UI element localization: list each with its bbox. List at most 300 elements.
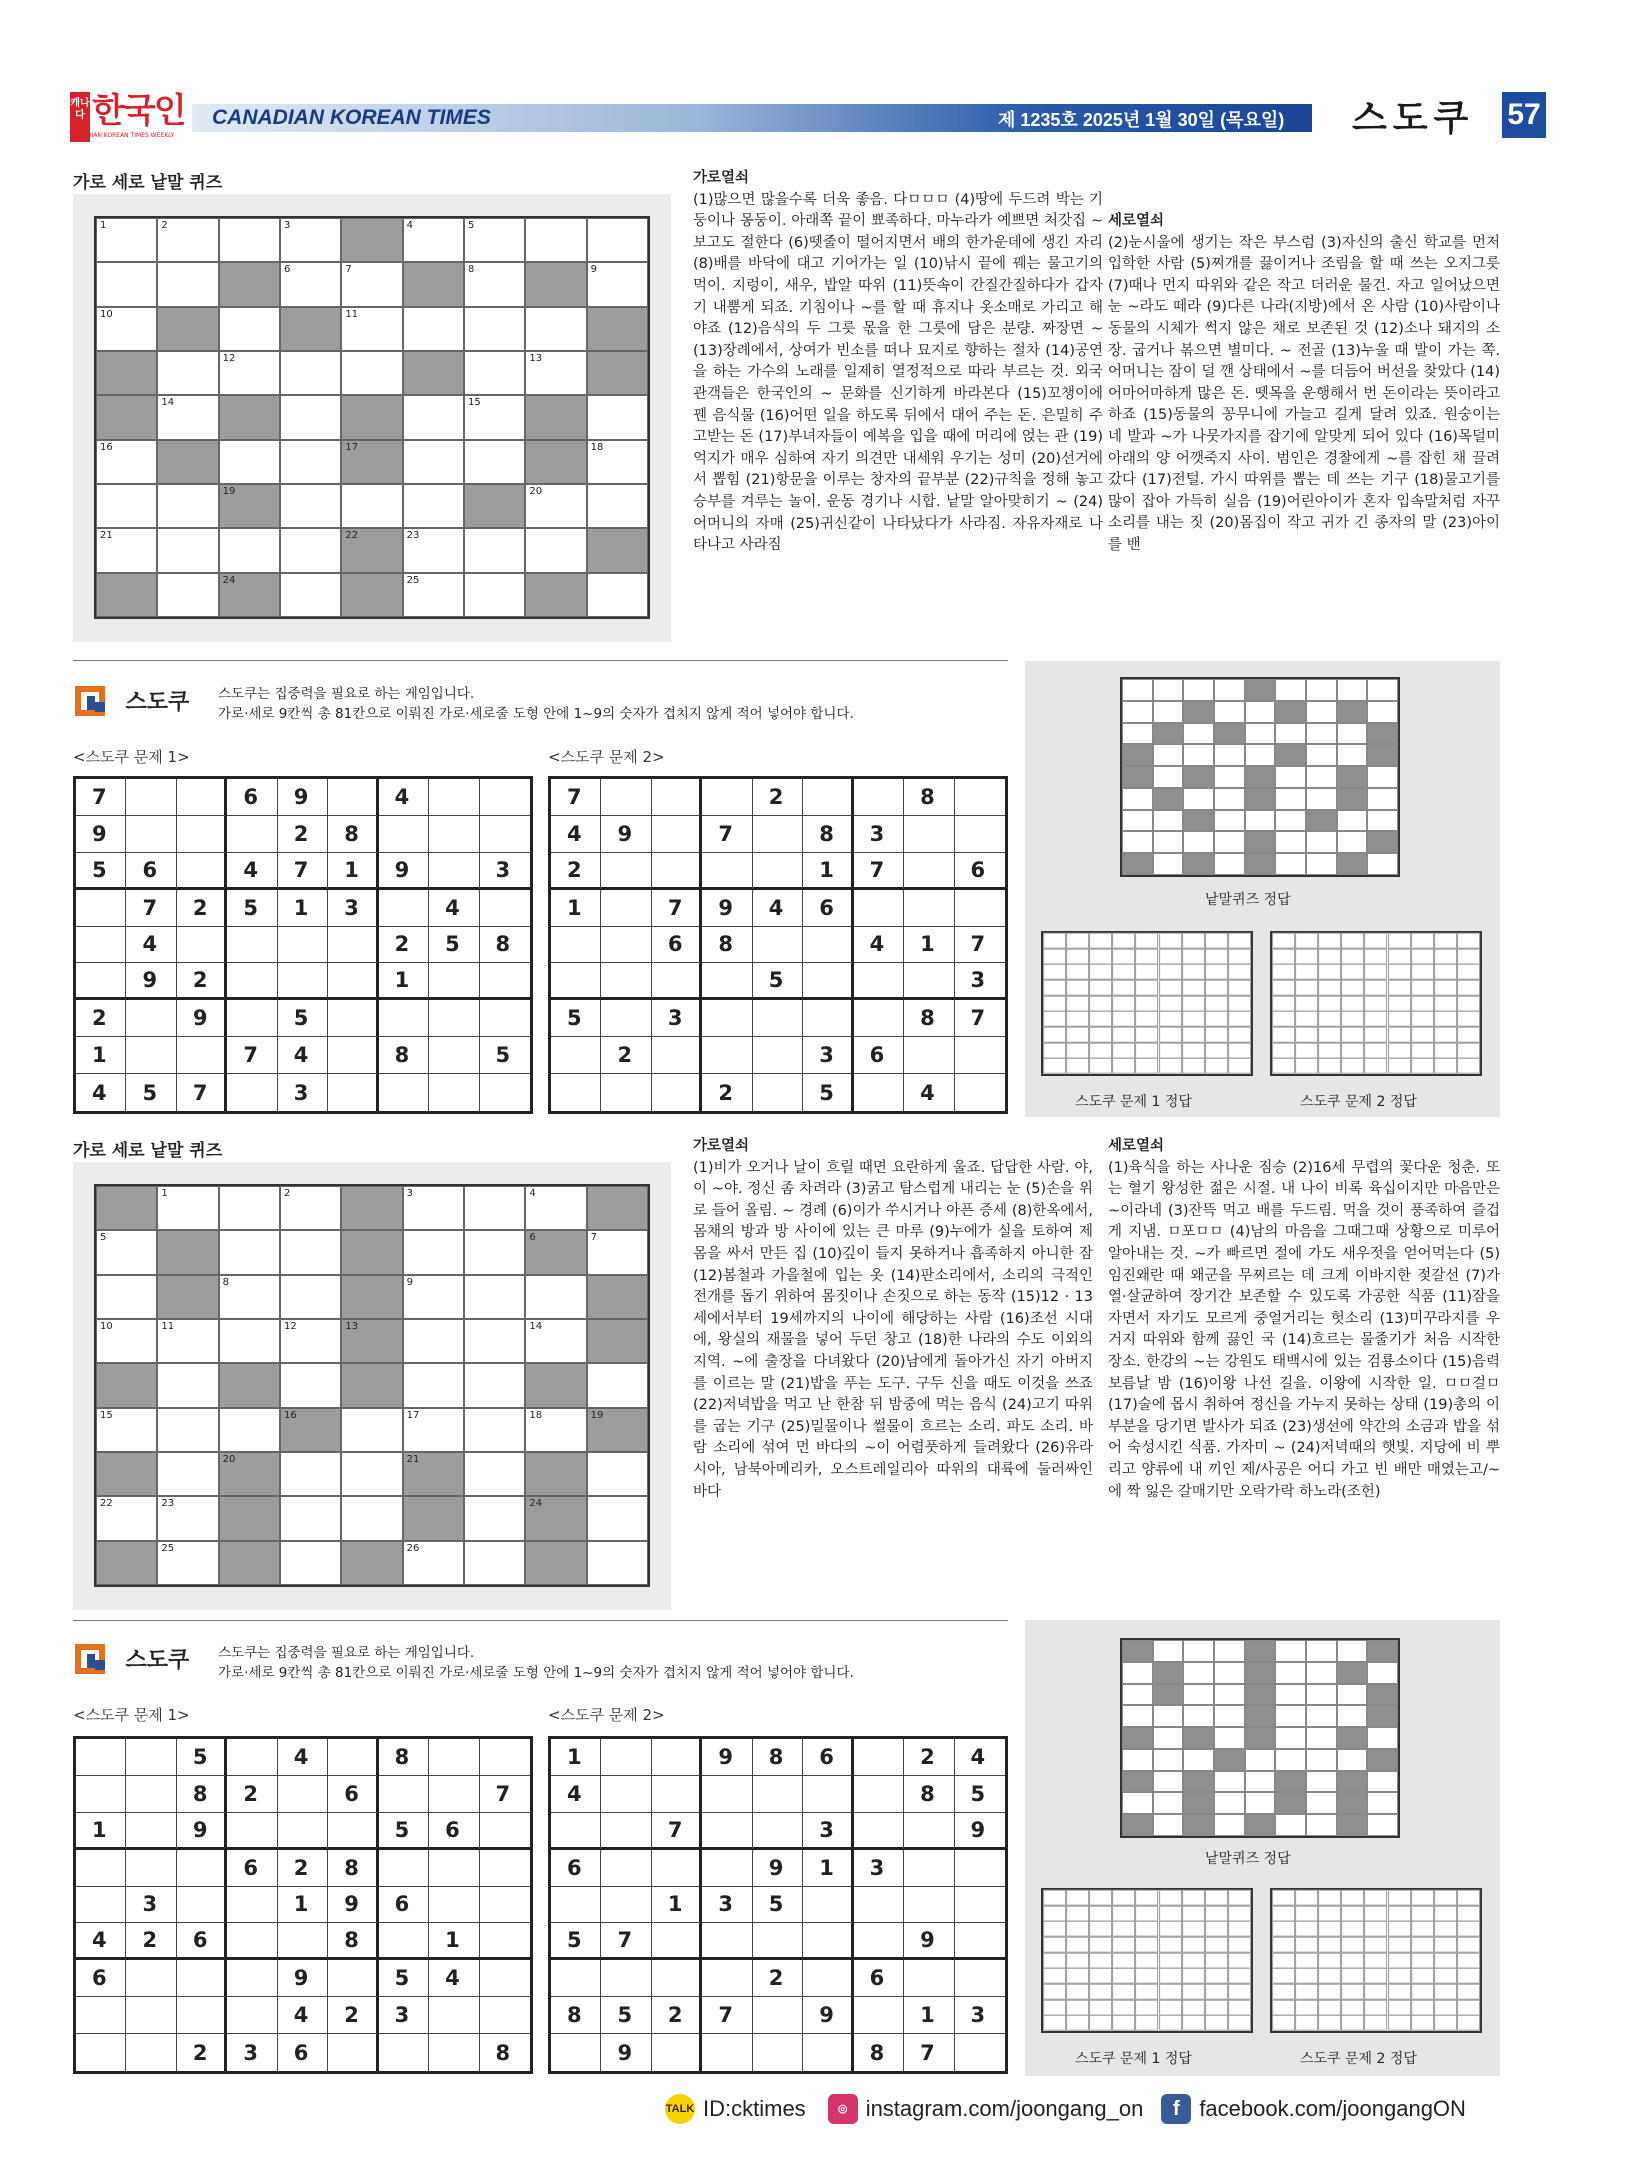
sudoku-cell[interactable] bbox=[854, 890, 904, 927]
sudoku-cell[interactable]: 5 bbox=[955, 1776, 1005, 1813]
sudoku-cell[interactable]: 6 bbox=[177, 1923, 227, 1960]
sudoku-cell[interactable]: 6 bbox=[429, 1813, 479, 1850]
sudoku-cell[interactable] bbox=[702, 779, 752, 816]
sudoku-cell[interactable]: 4 bbox=[227, 853, 277, 890]
sudoku-cell[interactable] bbox=[429, 963, 479, 1000]
sudoku-cell[interactable] bbox=[429, 1776, 479, 1813]
sudoku-cell[interactable]: 9 bbox=[177, 1000, 227, 1037]
sudoku-cell[interactable]: 1 bbox=[379, 963, 429, 1000]
sudoku-cell[interactable]: 2 bbox=[126, 1923, 176, 1960]
sudoku-cell[interactable] bbox=[955, 1923, 1005, 1960]
sudoku-cell[interactable]: 3 bbox=[955, 963, 1005, 1000]
crossword-cell[interactable] bbox=[157, 528, 218, 572]
sudoku-cell[interactable]: 7 bbox=[652, 1813, 702, 1850]
sudoku-cell[interactable]: 7 bbox=[854, 853, 904, 890]
sudoku-cell[interactable] bbox=[126, 1997, 176, 2034]
crossword-cell[interactable]: 2 bbox=[157, 218, 218, 262]
sudoku-cell[interactable] bbox=[601, 1739, 651, 1776]
sudoku-cell[interactable] bbox=[429, 1739, 479, 1776]
sudoku-cell[interactable]: 5 bbox=[76, 853, 126, 890]
sudoku-cell[interactable] bbox=[702, 1037, 752, 1074]
sudoku-cell[interactable] bbox=[601, 963, 651, 1000]
sudoku-cell[interactable]: 4 bbox=[278, 1997, 328, 2034]
sudoku-cell[interactable] bbox=[177, 816, 227, 853]
sudoku-cell[interactable] bbox=[854, 963, 904, 1000]
sudoku-cell[interactable]: 2 bbox=[177, 2034, 227, 2071]
sudoku-cell[interactable]: 1 bbox=[278, 1887, 328, 1924]
sudoku-cell[interactable] bbox=[601, 1960, 651, 1997]
sudoku-cell[interactable] bbox=[955, 890, 1005, 927]
sudoku-cell[interactable] bbox=[126, 1000, 176, 1037]
sudoku-cell[interactable]: 6 bbox=[652, 927, 702, 964]
sudoku-cell[interactable] bbox=[126, 2034, 176, 2071]
sudoku-cell[interactable] bbox=[227, 1923, 277, 1960]
crossword-cell[interactable]: 18 bbox=[587, 440, 648, 484]
sudoku-cell[interactable] bbox=[126, 1850, 176, 1887]
sudoku-cell[interactable] bbox=[429, 2034, 479, 2071]
sudoku-cell[interactable] bbox=[328, 963, 378, 1000]
sudoku-cell[interactable] bbox=[803, 1923, 853, 1960]
sudoku-cell[interactable]: 1 bbox=[803, 853, 853, 890]
sudoku-cell[interactable]: 5 bbox=[480, 1037, 530, 1074]
sudoku-cell[interactable] bbox=[601, 1000, 651, 1037]
sudoku-cell[interactable] bbox=[177, 779, 227, 816]
crossword-cell[interactable] bbox=[219, 1186, 280, 1230]
sudoku-cell[interactable] bbox=[904, 1960, 954, 1997]
sudoku-cell[interactable]: 6 bbox=[278, 2034, 328, 2071]
sudoku-cell[interactable] bbox=[803, 1887, 853, 1924]
sudoku-cell[interactable]: 6 bbox=[854, 1037, 904, 1074]
crossword-cell[interactable]: 15 bbox=[464, 395, 525, 439]
sudoku-cell[interactable]: 2 bbox=[278, 1850, 328, 1887]
sudoku-cell[interactable]: 5 bbox=[753, 1887, 803, 1924]
crossword-cell[interactable]: 7 bbox=[587, 1230, 648, 1274]
sudoku-cell[interactable]: 2 bbox=[601, 1037, 651, 1074]
crossword-cell[interactable]: 18 bbox=[525, 1408, 586, 1452]
sudoku-cell[interactable] bbox=[227, 1000, 277, 1037]
sudoku-cell[interactable]: 7 bbox=[955, 1000, 1005, 1037]
sudoku-cell[interactable] bbox=[702, 1776, 752, 1813]
sudoku-cell[interactable]: 7 bbox=[126, 890, 176, 927]
sudoku-cell[interactable] bbox=[227, 1813, 277, 1850]
sudoku-cell[interactable] bbox=[76, 1776, 126, 1813]
crossword-cell[interactable]: 15 bbox=[96, 1408, 157, 1452]
sudoku-cell[interactable]: 6 bbox=[803, 1739, 853, 1776]
sudoku-cell[interactable] bbox=[480, 1850, 530, 1887]
sudoku-cell[interactable] bbox=[955, 1037, 1005, 1074]
crossword-cell[interactable]: 11 bbox=[341, 307, 402, 351]
sudoku-cell[interactable] bbox=[803, 1776, 853, 1813]
sudoku-cell[interactable] bbox=[379, 1776, 429, 1813]
sudoku-cell[interactable] bbox=[278, 1776, 328, 1813]
crossword-cell[interactable] bbox=[464, 1541, 525, 1585]
sudoku-cell[interactable]: 2 bbox=[904, 1739, 954, 1776]
sudoku-cell[interactable] bbox=[854, 1074, 904, 1111]
sudoku-cell[interactable] bbox=[126, 1037, 176, 1074]
sudoku-cell[interactable] bbox=[379, 1074, 429, 1111]
sudoku-cell[interactable] bbox=[702, 1923, 752, 1960]
sudoku-cell[interactable]: 2 bbox=[177, 963, 227, 1000]
sudoku-cell[interactable] bbox=[652, 1037, 702, 1074]
sudoku-cell[interactable]: 1 bbox=[76, 1813, 126, 1850]
sudoku-cell[interactable]: 4 bbox=[429, 1960, 479, 1997]
sudoku-cell[interactable]: 2 bbox=[328, 1997, 378, 2034]
crossword-cell[interactable] bbox=[587, 218, 648, 262]
crossword-cell[interactable]: 1 bbox=[157, 1186, 218, 1230]
sudoku-cell[interactable] bbox=[803, 1960, 853, 1997]
sudoku-cell[interactable]: 5 bbox=[379, 1960, 429, 1997]
sudoku-cell[interactable] bbox=[328, 927, 378, 964]
sudoku-cell[interactable] bbox=[652, 2034, 702, 2071]
crossword-cell[interactable] bbox=[96, 484, 157, 528]
crossword-cell[interactable] bbox=[157, 351, 218, 395]
sudoku-cell[interactable]: 3 bbox=[803, 1037, 853, 1074]
sudoku-cell[interactable] bbox=[227, 1997, 277, 2034]
sudoku-cell[interactable]: 9 bbox=[76, 816, 126, 853]
sudoku-cell[interactable] bbox=[227, 816, 277, 853]
crossword-cell[interactable] bbox=[403, 440, 464, 484]
sudoku-cell[interactable] bbox=[803, 963, 853, 1000]
sudoku-cell[interactable] bbox=[177, 1997, 227, 2034]
sudoku-cell[interactable] bbox=[227, 963, 277, 1000]
sudoku-cell[interactable] bbox=[652, 1850, 702, 1887]
crossword-cell[interactable] bbox=[587, 1363, 648, 1407]
sudoku-cell[interactable]: 8 bbox=[480, 927, 530, 964]
sudoku-cell[interactable]: 5 bbox=[803, 1074, 853, 1111]
sudoku-cell[interactable]: 4 bbox=[76, 1074, 126, 1111]
sudoku-cell[interactable]: 7 bbox=[955, 927, 1005, 964]
sudoku-cell[interactable]: 2 bbox=[652, 1997, 702, 2034]
crossword-cell[interactable]: 22 bbox=[96, 1496, 157, 1540]
sudoku-cell[interactable] bbox=[551, 963, 601, 1000]
sudoku-cell[interactable] bbox=[429, 816, 479, 853]
sudoku-cell[interactable]: 8 bbox=[904, 1776, 954, 1813]
crossword-cell[interactable] bbox=[525, 218, 586, 262]
sudoku-cell[interactable] bbox=[601, 1850, 651, 1887]
sudoku-cell[interactable]: 7 bbox=[278, 853, 328, 890]
sudoku-cell[interactable] bbox=[429, 853, 479, 890]
crossword-cell[interactable] bbox=[219, 218, 280, 262]
sudoku-cell[interactable] bbox=[601, 1776, 651, 1813]
sudoku-cell[interactable]: 3 bbox=[126, 1887, 176, 1924]
crossword-cell[interactable]: 11 bbox=[157, 1319, 218, 1363]
crossword-cell[interactable] bbox=[280, 1275, 341, 1319]
sudoku-cell[interactable] bbox=[177, 1887, 227, 1924]
sudoku-cell[interactable] bbox=[904, 816, 954, 853]
sudoku-cell[interactable] bbox=[126, 1739, 176, 1776]
sudoku-cell[interactable] bbox=[278, 1923, 328, 1960]
sudoku-cell[interactable] bbox=[177, 927, 227, 964]
sudoku-cell[interactable] bbox=[601, 853, 651, 890]
sudoku-cell[interactable]: 5 bbox=[278, 1000, 328, 1037]
crossword-cell[interactable]: 21 bbox=[96, 528, 157, 572]
crossword-cell[interactable]: 4 bbox=[525, 1186, 586, 1230]
crossword-cell[interactable] bbox=[341, 1452, 402, 1496]
sudoku-cell[interactable]: 8 bbox=[803, 816, 853, 853]
sudoku-cell[interactable] bbox=[803, 927, 853, 964]
sudoku-cell[interactable]: 6 bbox=[955, 853, 1005, 890]
sudoku-cell[interactable]: 8 bbox=[177, 1776, 227, 1813]
crossword-cell[interactable] bbox=[219, 528, 280, 572]
sudoku-cell[interactable] bbox=[652, 1074, 702, 1111]
crossword-cell[interactable] bbox=[525, 307, 586, 351]
sudoku-cell[interactable] bbox=[429, 1037, 479, 1074]
sudoku-cell[interactable] bbox=[227, 1074, 277, 1111]
sudoku-cell[interactable] bbox=[702, 1960, 752, 1997]
sudoku-cell[interactable] bbox=[76, 1887, 126, 1924]
sudoku-cell[interactable] bbox=[126, 1813, 176, 1850]
sudoku-cell[interactable]: 5 bbox=[177, 1739, 227, 1776]
sudoku-cell[interactable] bbox=[652, 1776, 702, 1813]
sudoku-cell[interactable] bbox=[904, 1850, 954, 1887]
crossword-cell[interactable] bbox=[464, 1408, 525, 1452]
sudoku-cell[interactable]: 5 bbox=[551, 1923, 601, 1960]
sudoku-cell[interactable] bbox=[278, 927, 328, 964]
sudoku-cell[interactable] bbox=[652, 779, 702, 816]
sudoku-cell[interactable]: 9 bbox=[904, 1923, 954, 1960]
crossword-cell[interactable] bbox=[157, 262, 218, 306]
crossword-cell[interactable] bbox=[464, 1452, 525, 1496]
crossword-cell[interactable] bbox=[587, 1452, 648, 1496]
instagram-link[interactable]: instagram.com/joongang_on bbox=[865, 2096, 1144, 2121]
sudoku-cell[interactable] bbox=[480, 816, 530, 853]
sudoku-cell[interactable]: 3 bbox=[702, 1887, 752, 1924]
sudoku-cell[interactable] bbox=[652, 1739, 702, 1776]
sudoku-cell[interactable]: 1 bbox=[76, 1037, 126, 1074]
sudoku-cell[interactable] bbox=[753, 853, 803, 890]
sudoku-cell[interactable] bbox=[126, 816, 176, 853]
sudoku-cell[interactable]: 3 bbox=[328, 890, 378, 927]
crossword-cell[interactable] bbox=[403, 1363, 464, 1407]
sudoku-cell[interactable] bbox=[480, 1000, 530, 1037]
sudoku-cell[interactable]: 7 bbox=[652, 890, 702, 927]
sudoku-cell[interactable]: 3 bbox=[803, 1813, 853, 1850]
crossword-cell[interactable] bbox=[341, 351, 402, 395]
crossword-cell[interactable]: 8 bbox=[464, 262, 525, 306]
sudoku-cell[interactable] bbox=[328, 1074, 378, 1111]
sudoku-cell[interactable] bbox=[753, 1997, 803, 2034]
sudoku-cell[interactable] bbox=[854, 1739, 904, 1776]
sudoku-cell[interactable] bbox=[379, 890, 429, 927]
sudoku-cell[interactable] bbox=[480, 1887, 530, 1924]
crossword-cell[interactable]: 3 bbox=[280, 218, 341, 262]
crossword-cell[interactable] bbox=[464, 351, 525, 395]
sudoku-cell[interactable]: 4 bbox=[551, 1776, 601, 1813]
sudoku-cell[interactable] bbox=[480, 1960, 530, 1997]
sudoku-cell[interactable] bbox=[955, 2034, 1005, 2071]
crossword-cell[interactable]: 8 bbox=[219, 1275, 280, 1319]
sudoku-cell[interactable]: 6 bbox=[227, 1850, 277, 1887]
sudoku-cell[interactable]: 4 bbox=[955, 1739, 1005, 1776]
sudoku-cell[interactable]: 9 bbox=[278, 1960, 328, 1997]
sudoku-cell[interactable]: 4 bbox=[379, 779, 429, 816]
sudoku-cell[interactable]: 8 bbox=[379, 1037, 429, 1074]
crossword-cell[interactable] bbox=[587, 484, 648, 528]
sudoku-cell[interactable] bbox=[177, 853, 227, 890]
sudoku-cell[interactable] bbox=[904, 853, 954, 890]
sudoku-cell[interactable] bbox=[702, 2034, 752, 2071]
crossword-cell[interactable]: 1 bbox=[96, 218, 157, 262]
crossword-cell[interactable]: 5 bbox=[96, 1230, 157, 1274]
sudoku-cell[interactable] bbox=[177, 1850, 227, 1887]
sudoku-cell[interactable] bbox=[480, 1074, 530, 1111]
sudoku-cell[interactable] bbox=[328, 2034, 378, 2071]
sudoku-cell[interactable]: 5 bbox=[126, 1074, 176, 1111]
sudoku-cell[interactable] bbox=[854, 1000, 904, 1037]
crossword-cell[interactable] bbox=[157, 1363, 218, 1407]
sudoku-cell[interactable]: 1 bbox=[652, 1887, 702, 1924]
sudoku-cell[interactable]: 9 bbox=[601, 816, 651, 853]
sudoku-cell[interactable] bbox=[955, 1850, 1005, 1887]
sudoku-cell[interactable]: 3 bbox=[955, 1997, 1005, 2034]
sudoku-cell[interactable] bbox=[854, 1813, 904, 1850]
sudoku-cell[interactable]: 7 bbox=[227, 1037, 277, 1074]
sudoku-cell[interactable] bbox=[601, 1887, 651, 1924]
crossword-cell[interactable] bbox=[525, 528, 586, 572]
sudoku-cell[interactable]: 1 bbox=[904, 927, 954, 964]
sudoku-cell[interactable]: 1 bbox=[803, 1850, 853, 1887]
sudoku-cell[interactable] bbox=[551, 2034, 601, 2071]
facebook-link[interactable]: facebook.com/joongangON bbox=[1199, 2096, 1466, 2121]
sudoku-cell[interactable] bbox=[955, 779, 1005, 816]
sudoku-cell[interactable]: 2 bbox=[379, 927, 429, 964]
sudoku-cell[interactable] bbox=[480, 1739, 530, 1776]
sudoku-cell[interactable] bbox=[803, 779, 853, 816]
sudoku-cell[interactable] bbox=[854, 1776, 904, 1813]
sudoku-cell[interactable] bbox=[601, 1074, 651, 1111]
sudoku-cell[interactable]: 4 bbox=[854, 927, 904, 964]
sudoku-cell[interactable] bbox=[753, 1037, 803, 1074]
crossword-cell[interactable] bbox=[280, 528, 341, 572]
sudoku-cell[interactable]: 9 bbox=[803, 1997, 853, 2034]
sudoku-cell[interactable]: 2 bbox=[702, 1074, 752, 1111]
sudoku-cell[interactable] bbox=[601, 890, 651, 927]
sudoku-cell[interactable]: 1 bbox=[328, 853, 378, 890]
sudoku-cell[interactable]: 2 bbox=[177, 890, 227, 927]
sudoku-cell[interactable]: 1 bbox=[551, 1739, 601, 1776]
sudoku-cell[interactable] bbox=[177, 1960, 227, 1997]
crossword-cell[interactable]: 12 bbox=[219, 351, 280, 395]
crossword-cell[interactable]: 9 bbox=[403, 1275, 464, 1319]
crossword-cell[interactable]: 3 bbox=[403, 1186, 464, 1230]
crossword-cell[interactable]: 25 bbox=[157, 1541, 218, 1585]
sudoku-cell[interactable] bbox=[753, 1000, 803, 1037]
sudoku-cell[interactable]: 1 bbox=[429, 1923, 479, 1960]
crossword-cell[interactable] bbox=[280, 1363, 341, 1407]
crossword-cell[interactable]: 26 bbox=[403, 1541, 464, 1585]
sudoku-cell[interactable] bbox=[955, 1960, 1005, 1997]
crossword-cell[interactable]: 14 bbox=[157, 395, 218, 439]
sudoku-cell[interactable]: 8 bbox=[551, 1997, 601, 2034]
sudoku-cell[interactable]: 4 bbox=[429, 890, 479, 927]
sudoku-cell[interactable]: 8 bbox=[904, 1000, 954, 1037]
sudoku-cell[interactable]: 6 bbox=[76, 1960, 126, 1997]
crossword-cell[interactable]: 23 bbox=[403, 528, 464, 572]
sudoku-cell[interactable] bbox=[702, 963, 752, 1000]
sudoku-cell[interactable]: 7 bbox=[551, 779, 601, 816]
sudoku-cell[interactable] bbox=[76, 890, 126, 927]
crossword-cell[interactable] bbox=[219, 1408, 280, 1452]
sudoku-cell[interactable]: 3 bbox=[652, 1000, 702, 1037]
sudoku-cell[interactable]: 8 bbox=[904, 779, 954, 816]
sudoku-cell[interactable]: 3 bbox=[278, 1074, 328, 1111]
sudoku-cell[interactable] bbox=[76, 927, 126, 964]
sudoku-cell[interactable] bbox=[753, 1776, 803, 1813]
sudoku-cell[interactable]: 8 bbox=[702, 927, 752, 964]
sudoku-cell[interactable] bbox=[551, 1037, 601, 1074]
sudoku-cell[interactable]: 9 bbox=[379, 853, 429, 890]
crossword-cell[interactable]: 9 bbox=[587, 262, 648, 306]
sudoku-cell[interactable]: 2 bbox=[278, 816, 328, 853]
sudoku-cell[interactable] bbox=[480, 779, 530, 816]
sudoku-cell[interactable]: 9 bbox=[601, 2034, 651, 2071]
sudoku-cell[interactable] bbox=[753, 1074, 803, 1111]
sudoku-cell[interactable] bbox=[652, 963, 702, 1000]
sudoku-cell[interactable]: 6 bbox=[328, 1776, 378, 1813]
sudoku-cell[interactable] bbox=[328, 1739, 378, 1776]
sudoku-cell[interactable] bbox=[702, 1850, 752, 1887]
sudoku-cell[interactable] bbox=[601, 779, 651, 816]
sudoku-cell[interactable] bbox=[904, 1887, 954, 1924]
crossword-cell[interactable] bbox=[157, 484, 218, 528]
sudoku-cell[interactable]: 6 bbox=[803, 890, 853, 927]
sudoku-cell[interactable]: 1 bbox=[904, 1997, 954, 2034]
crossword-cell[interactable] bbox=[157, 1408, 218, 1452]
crossword-cell[interactable]: 23 bbox=[157, 1496, 218, 1540]
sudoku-cell[interactable] bbox=[76, 1997, 126, 2034]
sudoku-cell[interactable] bbox=[429, 1997, 479, 2034]
sudoku-cell[interactable] bbox=[803, 2034, 853, 2071]
sudoku-cell[interactable]: 9 bbox=[328, 1887, 378, 1924]
sudoku-cell[interactable] bbox=[177, 1037, 227, 1074]
sudoku-cell[interactable] bbox=[904, 1813, 954, 1850]
sudoku-cell[interactable]: 3 bbox=[379, 1997, 429, 2034]
sudoku-cell[interactable] bbox=[904, 963, 954, 1000]
kakao-id[interactable]: ID:cktimes bbox=[703, 2096, 806, 2121]
crossword-cell[interactable] bbox=[219, 440, 280, 484]
sudoku-cell[interactable] bbox=[753, 1923, 803, 1960]
sudoku-cell[interactable] bbox=[379, 1850, 429, 1887]
crossword-cell[interactable] bbox=[219, 307, 280, 351]
sudoku-cell[interactable]: 5 bbox=[227, 890, 277, 927]
crossword-cell[interactable] bbox=[403, 1230, 464, 1274]
sudoku-cell[interactable] bbox=[854, 779, 904, 816]
sudoku-cell[interactable] bbox=[551, 1887, 601, 1924]
sudoku-cell[interactable] bbox=[328, 1000, 378, 1037]
sudoku-cell[interactable]: 8 bbox=[379, 1739, 429, 1776]
sudoku-cell[interactable]: 2 bbox=[753, 1960, 803, 1997]
sudoku-cell[interactable]: 7 bbox=[702, 816, 752, 853]
crossword-cell[interactable] bbox=[280, 395, 341, 439]
sudoku-cell[interactable]: 7 bbox=[480, 1776, 530, 1813]
crossword-cell[interactable]: 12 bbox=[280, 1319, 341, 1363]
sudoku-cell[interactable] bbox=[753, 816, 803, 853]
sudoku-cell[interactable]: 5 bbox=[601, 1997, 651, 2034]
sudoku-cell[interactable] bbox=[854, 1887, 904, 1924]
sudoku-cell[interactable] bbox=[753, 1813, 803, 1850]
sudoku-cell[interactable]: 3 bbox=[854, 816, 904, 853]
sudoku-cell[interactable] bbox=[702, 1000, 752, 1037]
sudoku-cell[interactable] bbox=[652, 1923, 702, 1960]
sudoku-cell[interactable] bbox=[904, 1037, 954, 1074]
crossword-cell[interactable] bbox=[525, 1275, 586, 1319]
sudoku-cell[interactable]: 4 bbox=[278, 1739, 328, 1776]
crossword-cell[interactable]: 14 bbox=[525, 1319, 586, 1363]
sudoku-cell[interactable] bbox=[76, 2034, 126, 2071]
crossword-cell[interactable] bbox=[280, 440, 341, 484]
crossword-cell[interactable]: 5 bbox=[464, 218, 525, 262]
sudoku-cell[interactable]: 7 bbox=[601, 1923, 651, 1960]
